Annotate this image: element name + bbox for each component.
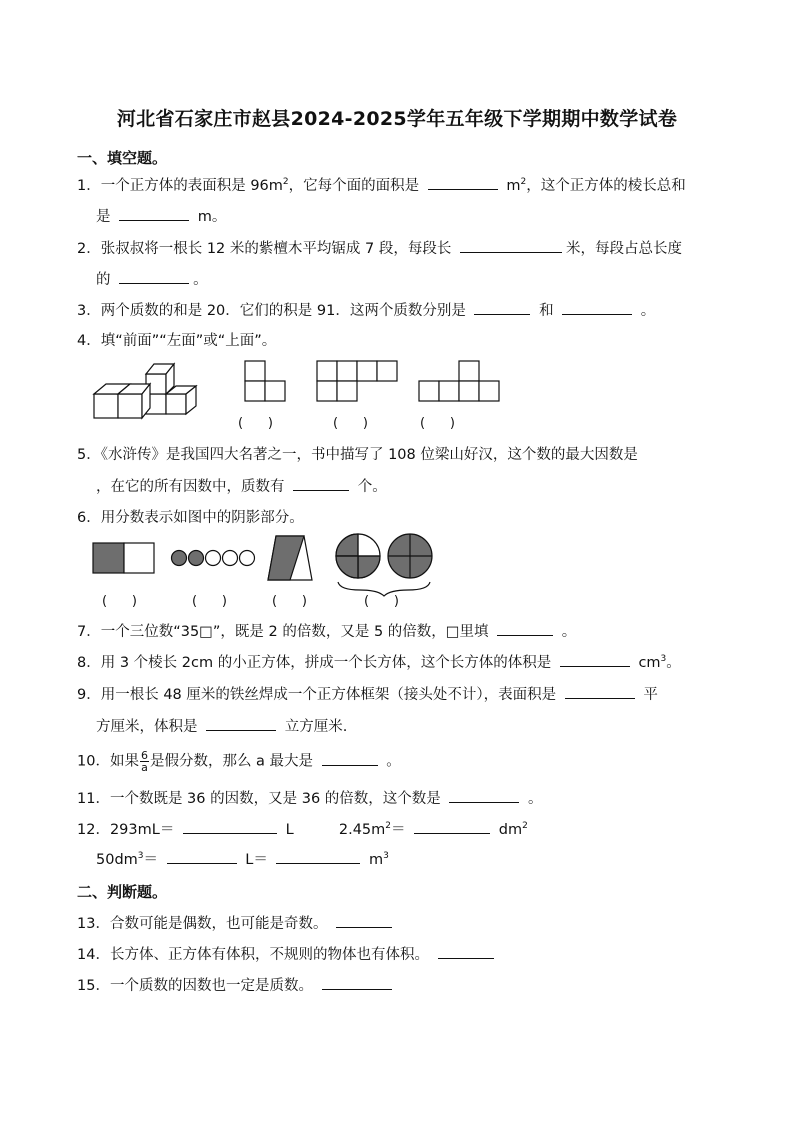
- answer-blank[interactable]: [322, 751, 378, 766]
- answer-blank[interactable]: [560, 652, 630, 667]
- question-13: 13．合数可能是偶数，也可能是奇数。: [77, 913, 396, 934]
- question-15: 15．一个质数的因数也一定是质数。: [77, 975, 396, 996]
- answer-blank[interactable]: [460, 238, 562, 253]
- question-3: 3．两个质数的和是 20．它们的积是 91．这两个质数分别是 和 。: [77, 300, 655, 321]
- answer-paren-view-3[interactable]: ( ): [420, 416, 455, 431]
- answer-paren-view-1[interactable]: ( ): [238, 416, 273, 431]
- answer-paren-shape-1[interactable]: ( ): [102, 594, 137, 609]
- answer-blank[interactable]: [428, 175, 498, 190]
- answer-blank[interactable]: [276, 849, 360, 864]
- section-heading-fill: 一、填空题。: [77, 149, 168, 167]
- answer-blank[interactable]: [206, 716, 276, 731]
- question-1-line-2: 是 m。: [96, 206, 226, 227]
- answer-paren-view-2[interactable]: ( ): [333, 416, 368, 431]
- answer-blank[interactable]: [336, 913, 392, 928]
- question-12-line-1: 12．293mL＝ L $2.45m^2= dm^2$: [77, 821, 528, 838]
- question-12-line-2: $50dm^3= L= m^3$: [96, 851, 389, 868]
- question-1-line-1: 1．一个正方体的表面积是 $96m^2$，它每个面的面积是 $m^2$，这个正方体的棱长总和: [77, 177, 686, 194]
- question-4: 4．填“前面”“左面”或“上面”。: [77, 333, 277, 349]
- answer-blank[interactable]: [322, 975, 392, 990]
- question-5-line-2: ，在它的所有因数中，质数有 个。: [96, 476, 387, 497]
- answer-paren-shape-2[interactable]: ( ): [192, 594, 227, 609]
- section-heading-judge: 二、判断题。: [77, 883, 168, 901]
- answer-blank[interactable]: [119, 206, 189, 221]
- two-circles-quarters-figure: [334, 532, 436, 598]
- question-5-line-1: 5．《水浒传》是我国四大名著之一，书中描写了 108 位梁山好汉，这个数的最大因数是: [77, 447, 638, 463]
- answer-blank[interactable]: [497, 621, 553, 636]
- answer-paren-shape-4[interactable]: ( ): [364, 594, 399, 609]
- question-9-line-1: 9．用一根长 48 厘米的铁丝焊成一个正方体框架（接头处不计），表面积是 平: [77, 684, 658, 705]
- cube-stack-3d-figure: [92, 358, 202, 420]
- answer-blank[interactable]: [449, 788, 519, 803]
- answer-blank[interactable]: [414, 819, 490, 834]
- answer-blank[interactable]: [167, 849, 237, 864]
- question-6: 6．用分数表示如图中的阴影部分。: [77, 510, 304, 526]
- page-title: 河北省石家庄市赵县2024-2025学年五年级下学期期中数学试卷: [116, 108, 678, 130]
- question-14: 14．长方体、正方体有体积，不规则的物体也有体积。: [77, 944, 498, 965]
- question-2-line-1: 2．张叔叔将一根长 12 米的紫檀木平均锯成 7 段，每段长 米，每段占总长度: [77, 238, 682, 259]
- question-11: 11．一个数既是 36 的因数，又是 36 的倍数，这个数是 。: [77, 788, 543, 809]
- fraction: $\frac{6}{a}$: [140, 749, 148, 774]
- answer-blank[interactable]: [565, 684, 635, 699]
- question-2-line-2: 的 。: [96, 269, 208, 290]
- question-8: 8．用 3 个棱长 2cm 的小正方体，拼成一个长方体，这个长方体的体积是 $cm^3$。: [77, 654, 681, 671]
- question-7: 7．一个三位数“35□”，既是 2 的倍数，又是 5 的倍数，□里填 。: [77, 621, 576, 642]
- answer-blank[interactable]: [438, 944, 494, 959]
- answer-blank[interactable]: [293, 476, 349, 491]
- answer-blank[interactable]: [183, 819, 277, 834]
- circles-shaded-figure: [170, 548, 256, 568]
- view-3-figure: [418, 360, 502, 404]
- question-10: 10．如果 $\frac{6}{a}$ 是假分数，那么 a 最大是 。: [77, 749, 401, 774]
- answer-blank[interactable]: [474, 300, 530, 315]
- answer-blank[interactable]: [119, 269, 189, 284]
- trapezoid-split-figure: [266, 534, 314, 582]
- view-2-figure: [316, 360, 400, 404]
- rectangle-half-shaded-figure: [92, 542, 156, 574]
- answer-blank[interactable]: [562, 300, 632, 315]
- question-9-line-2: 方厘米，体积是 立方厘米.: [96, 716, 347, 737]
- view-1-figure: [244, 360, 288, 404]
- answer-paren-shape-3[interactable]: ( ): [272, 594, 307, 609]
